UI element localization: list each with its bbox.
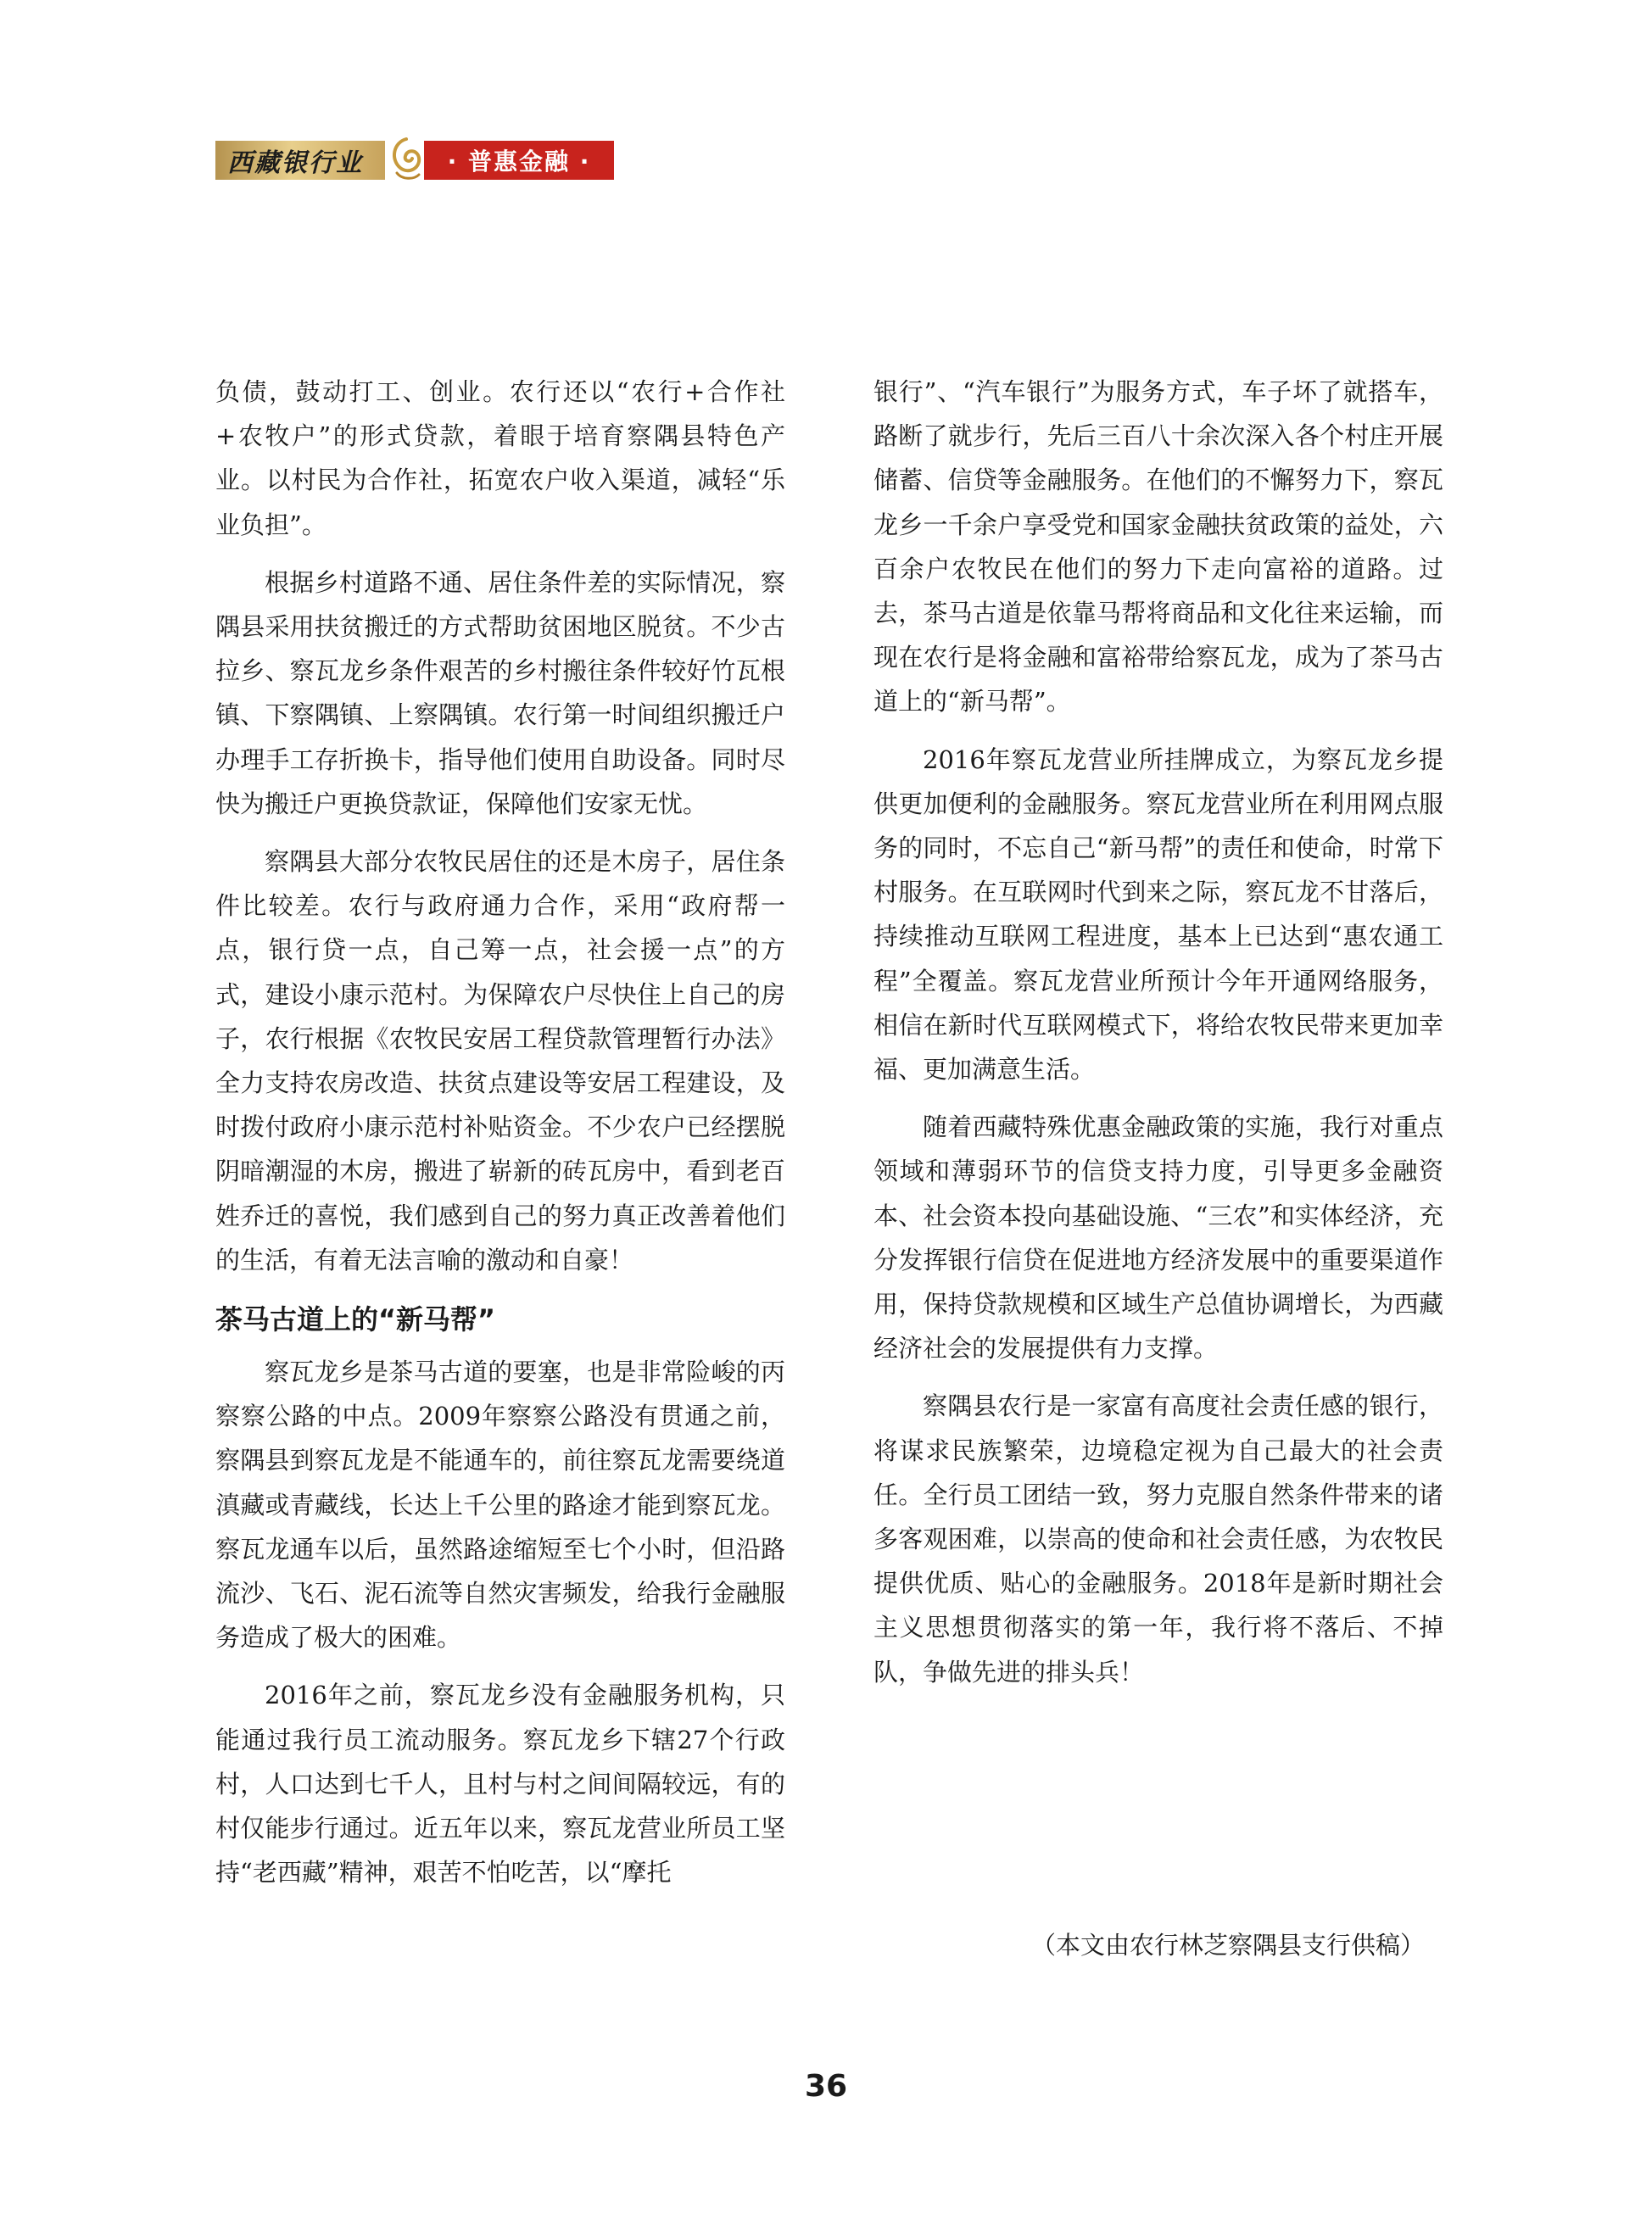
paragraph: 银行”、“汽车银行”为服务方式，车子坏了就搭车，路断了就步行，先后三百八十余次深入各个村庄开展储蓄、信贷等金融服务。在他们的不懈努力下，察瓦龙乡一千余户享受党和国家金融扶贫政策的益处，六百余户农牧民在他们的努力下走向富裕的道路。过去，茶马古道是依靠马帮将商品和文化往来运输，而现在农行是将金融和富裕带给察瓦龙，成为了茶马古道上的“新马帮”。 [873,377,1443,717]
section-header [215,136,614,183]
paragraph: 察瓦龙乡是茶马古道的要塞，也是非常险峻的丙察察公路的中点。2009年察察公路没有贯通之前，察隅县到察瓦龙是不能通车的，前往察瓦龙需要绕道滇藏或青藏线，长达上千公里的路途才能到察瓦龙。察瓦龙通车以后，虽然路途缩短至七个小时，但沿路流沙、飞石、泥石流等自然灾害频发，给我行金融服务造成了极大的困难。 [215,1358,785,1653]
paragraph: 负债，鼓动打工、创业。农行还以“农行+合作社+农牧户”的形式贷款，着眼于培育察隅县特色产业。以村民为合作社，拓宽农户收入渠道，减轻“乐业负担”。 [215,377,785,539]
paragraph: 根据乡村道路不通、居住条件差的实际情况，察隅县采用扶贫搬迁的方式帮助贫困地区脱贫。不少古拉乡、察瓦龙乡条件艰苦的乡村搬往条件较好竹瓦根镇、下察隅镇、上察隅镇。农行第一时间组织搬迁户办理手工存折换卡，指导他们使用自助设备。同时尽快为搬迁户更换贷款证，保障他们安家无忧。 [215,567,785,818]
page-number: 36 [804,2069,848,2104]
paragraph: 随着西藏特殊优惠金融政策的实施，我行对重点领域和薄弱环节的信贷支持力度，引导更多金融资本、社会资本投向基础设施、“三农”和实体经济，充分发挥银行信贷在促进地方经济发展中的重要渠道作用，保持贷款规模和区域生产总值协调增长，为西藏经济社会的发展提供有力支撑。 [873,1112,1443,1363]
magazine-title: 西藏银行业 [227,148,363,178]
paragraph: 2016年察瓦龙营业所挂牌成立，为察瓦龙乡提供更加便利的金融服务。察瓦龙营业所在利用网点服务的同时，不忘自己“新马帮”的责任和使命，时常下村服务。在互联网时代到来之际，察瓦龙不甘落后，持续推动互联网工程进度，基本上已达到“惠农通工程”全覆盖。察瓦龙营业所预计今年开通网络服务，相信在新时代互联网模式下，将给农牧民带来更加幸福、更加满意生活。 [873,744,1443,1085]
left-column [215,370,785,1909]
right-column [873,370,1443,1708]
header-calligraphy-plate [215,141,385,180]
section-heading: 茶马古道上的“新马帮” [215,1303,496,1336]
section-label: · 普惠金融 · [424,141,614,180]
article-credit: （本文由农行林芝察隅县支行供稿） [1030,1931,1425,1960]
paragraph: 察隅县农行是一家富有高度社会责任感的银行，将谋求民族繁荣，边境稳定视为自己最大的社会责任。全行员工团结一致，努力克服自然条件带来的诸多客观困难，以崇高的使命和社会责任感，为农牧民提供优质、贴心的金融服务。2018年是新时期社会主义思想贯彻落实的第一年，我行将不落后、不掉队，争做先进的排头兵！ [873,1391,1443,1687]
paragraph: 2016年之前，察瓦龙乡没有金融服务机构，只能通过我行员工流动服务。察瓦龙乡下辖27个行政村，人口达到七千人，且村与村之间间隔较远，有的村仅能步行通过。近五年以来，察瓦龙营业所员工坚持“老西藏”精神，艰苦不怕吃苦，以“摩托 [215,1681,785,1888]
gold-swirl-emblem-icon [385,136,427,183]
paragraph: 察隅县大部分农牧民居住的还是木房子，居住条件比较差。农行与政府通力合作，采用“政府帮一点，银行贷一点，自己筹一点，社会援一点”的方式，建设小康示范村。为保障农户尽快住上自己的房子，农行根据《农牧民安居工程贷款管理暂行办法》全力支持农房改造、扶贫点建设等安居工程建设，及时拨付政府小康示范村补贴资金。不少农户已经摆脱阴暗潮湿的木房，搬进了崭新的砖瓦房中，看到老百姓乔迁的喜悦，我们感到自己的努力真正改善着他们的生活，有着无法言喻的激动和自豪！ [215,847,785,1274]
